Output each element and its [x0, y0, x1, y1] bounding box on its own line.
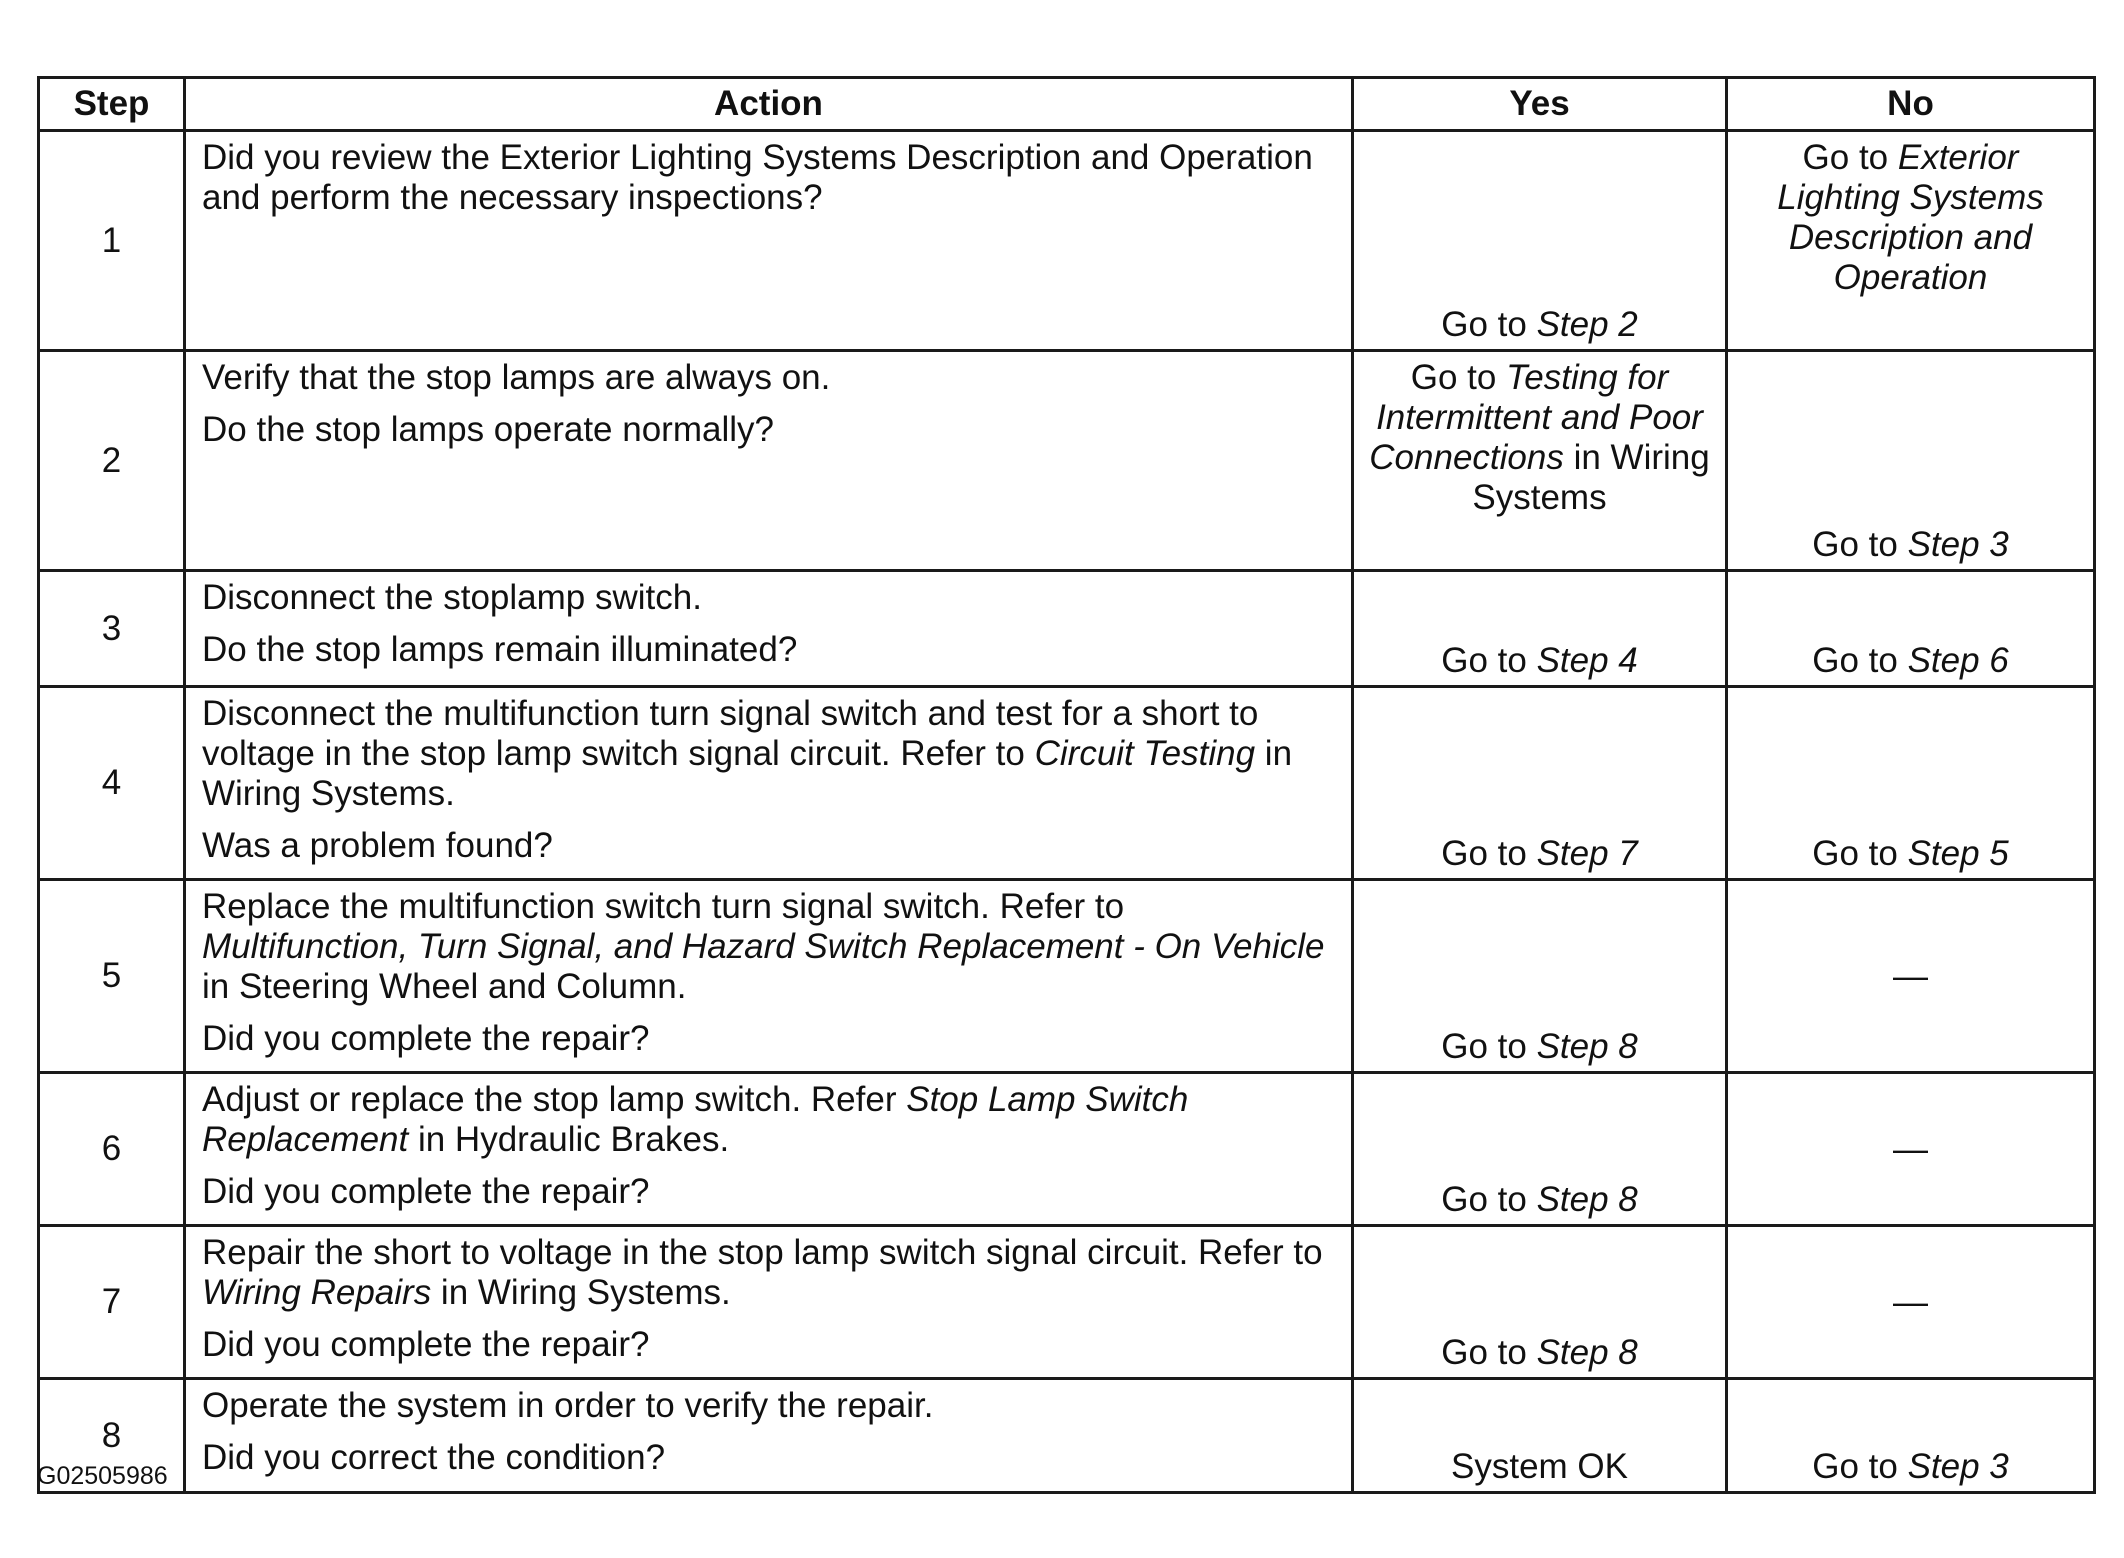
yes-outcome-text [1441, 1180, 1638, 1220]
no-outcome-text [1812, 834, 2009, 874]
action-text: in Steering Wheel and Column. [202, 967, 687, 1006]
goto-reference-link[interactable]: Step 3 [1907, 525, 2009, 564]
no-action-dash: — [1893, 1130, 1928, 1169]
action-text: Did you complete the repair? [202, 1325, 650, 1364]
action-cell [185, 571, 1353, 687]
step-number: 5 [101, 956, 122, 995]
step-number: 2 [101, 440, 122, 480]
step-number: 4 [101, 763, 122, 802]
yes-cell [1353, 131, 1727, 351]
action-paragraph [202, 1325, 1337, 1365]
action-text: Did you correct the condition? [202, 1438, 666, 1477]
table-row [39, 880, 2095, 1073]
no-cell [1727, 1073, 2095, 1226]
goto-reference-link[interactable]: Step 8 [1536, 1180, 1638, 1219]
table-header-row [39, 78, 2095, 131]
no-outcome-text [1812, 1447, 2009, 1487]
goto-reference-link[interactable]: Step 8 [1536, 1333, 1638, 1372]
yes-outcome [1354, 881, 1725, 1071]
goto-reference-link[interactable]: Step 5 [1907, 834, 2009, 873]
goto-reference-link[interactable]: Step 6 [1907, 641, 2009, 680]
action-paragraph [202, 1386, 1337, 1426]
step-number-cell [39, 571, 185, 687]
no-outcome [1728, 881, 2093, 1071]
goto-text: Go to [1441, 1180, 1537, 1219]
action-paragraph [202, 1172, 1337, 1212]
goto-text: Go to [1441, 1027, 1537, 1066]
action-text: Disconnect the stoplamp switch. [202, 578, 702, 617]
header-yes: Yes [1353, 78, 1727, 131]
action-text: Did you complete the repair? [202, 1019, 650, 1058]
no-outcome-text [1893, 957, 1928, 997]
table-row [39, 1379, 2095, 1493]
yes-outcome [1354, 352, 1725, 569]
action-reference-link[interactable]: Stop Lamp Switch Replacement [202, 1080, 1189, 1159]
goto-text: Go to [1812, 1447, 1908, 1486]
yes-outcome-text [1441, 834, 1638, 874]
action-paragraph [202, 1438, 1337, 1478]
action-text: Did you review the Exterior Lighting Systems Description and Operation and perform the necessary inspections? [202, 138, 1313, 217]
yes-outcome-text [1441, 1333, 1638, 1373]
goto-text: Go to [1441, 641, 1537, 680]
yes-outcome [1354, 1380, 1725, 1491]
step-number-cell [39, 1226, 185, 1379]
yes-outcome [1354, 1227, 1725, 1377]
action-paragraph [202, 138, 1337, 218]
yes-cell [1353, 1226, 1727, 1379]
yes-outcome [1354, 688, 1725, 878]
diagnostic-table [37, 76, 2096, 1494]
no-cell [1727, 571, 2095, 687]
action-paragraph [202, 1019, 1337, 1059]
yes-cell [1353, 687, 1727, 880]
no-cell [1727, 351, 2095, 571]
action-reference-link[interactable]: Multifunction, Turn Signal, and Hazard Switch Replacement - On Vehicle [202, 927, 1325, 966]
action-paragraph [202, 1080, 1337, 1160]
step-number: 7 [101, 1282, 122, 1321]
no-cell [1727, 687, 2095, 880]
action-text: Verify that the stop lamps are always on. [202, 358, 831, 397]
goto-reference-link[interactable]: Step 2 [1536, 305, 1638, 344]
goto-text: Go to [1812, 641, 1908, 680]
yes-outcome [1354, 572, 1725, 685]
goto-reference-link[interactable]: Exterior Lighting Systems Description and Operation [1777, 138, 2044, 297]
yes-cell [1353, 351, 1727, 571]
action-paragraph [202, 694, 1337, 814]
no-outcome-text [1740, 138, 2081, 298]
header-action: Action [185, 78, 1353, 131]
action-reference-link[interactable]: Wiring Repairs [202, 1273, 432, 1312]
action-paragraph [202, 826, 1337, 866]
yes-cell [1353, 1073, 1727, 1226]
no-cell [1727, 880, 2095, 1073]
step-number: 3 [101, 608, 122, 648]
step-number: 8 [101, 1415, 122, 1455]
action-text: Do the stop lamps remain illuminated? [202, 630, 798, 669]
action-text: in Wiring Systems. [431, 1273, 731, 1312]
action-cell [185, 131, 1353, 351]
action-text: Operate the system in order to verify the repair. [202, 1386, 934, 1425]
yes-cell [1353, 880, 1727, 1073]
goto-text: Go to [1441, 1333, 1537, 1372]
step-number: 6 [101, 1129, 122, 1168]
no-action-dash: — [1893, 957, 1928, 996]
goto-text: Go to [1812, 525, 1908, 564]
no-outcome [1728, 1380, 2093, 1491]
goto-text: Go to [1812, 834, 1908, 873]
no-outcome [1728, 132, 2093, 349]
action-cell [185, 880, 1353, 1073]
yes-outcome-text [1451, 1447, 1628, 1487]
action-reference-link[interactable]: Circuit Testing [1034, 734, 1256, 773]
goto-reference-link[interactable]: Testing for Intermittent and Poor Connections [1369, 358, 1703, 477]
action-paragraph [202, 887, 1337, 1007]
action-paragraph [202, 630, 1337, 670]
action-cell [185, 351, 1353, 571]
action-text: Repair the short to voltage in the stop lamp switch signal circuit. Refer to [202, 1233, 1323, 1272]
yes-cell [1353, 571, 1727, 687]
table-row [39, 351, 2095, 571]
no-cell [1727, 1226, 2095, 1379]
step-number: 1 [101, 220, 122, 260]
step-number-cell [39, 880, 185, 1073]
goto-text: Go to [1410, 358, 1507, 397]
action-paragraph [202, 358, 1337, 398]
no-cell [1727, 131, 2095, 351]
goto-text: Go to [1441, 305, 1537, 344]
action-paragraph [202, 1233, 1337, 1313]
goto-reference-link[interactable]: Step 3 [1907, 1447, 2009, 1486]
no-outcome [1728, 1227, 2093, 1377]
no-outcome-text [1812, 641, 2009, 681]
no-outcome [1728, 352, 2093, 569]
action-cell [185, 1379, 1353, 1493]
action-paragraph [202, 578, 1337, 618]
no-cell [1727, 1379, 2095, 1493]
step-number-cell [39, 131, 185, 351]
yes-cell [1353, 1379, 1727, 1493]
no-outcome [1728, 572, 2093, 685]
outcome-status-text: System OK [1451, 1447, 1628, 1486]
action-cell [185, 1226, 1353, 1379]
goto-reference-link[interactable]: Step 4 [1536, 641, 1638, 680]
goto-reference-link[interactable]: Step 7 [1536, 834, 1638, 873]
goto-reference-link[interactable]: Step 8 [1536, 1027, 1638, 1066]
yes-outcome [1354, 132, 1725, 349]
action-cell [185, 1073, 1353, 1226]
step-number-cell [39, 687, 185, 880]
yes-outcome [1354, 1074, 1725, 1224]
no-outcome-text [1812, 525, 2009, 565]
yes-outcome-text [1366, 358, 1713, 518]
table-row [39, 687, 2095, 880]
goto-suffix-text: in Wiring Systems [1472, 438, 1710, 517]
figure-id: G02505986 [37, 1462, 168, 1490]
goto-text: Go to [1441, 834, 1537, 873]
action-paragraph [202, 410, 1337, 450]
table-row [39, 1073, 2095, 1226]
action-text: in Hydraulic Brakes. [408, 1120, 730, 1159]
action-text: Do the stop lamps operate normally? [202, 410, 774, 449]
action-cell [185, 687, 1353, 880]
action-text: Was a problem found? [202, 826, 553, 865]
goto-text: Go to [1802, 138, 1898, 177]
step-number-cell [39, 1073, 185, 1226]
action-text: Replace the multifunction switch turn signal switch. Refer to [202, 887, 1125, 926]
table-body [39, 131, 2095, 1493]
no-action-dash: — [1893, 1283, 1928, 1322]
no-outcome [1728, 1074, 2093, 1224]
table-row [39, 131, 2095, 351]
table-row [39, 571, 2095, 687]
action-text: Did you complete the repair? [202, 1172, 650, 1211]
action-text: in Wiring Systems. [202, 734, 1293, 813]
step-number-cell [39, 351, 185, 571]
action-text: Adjust or replace the stop lamp switch. Refer [202, 1080, 907, 1119]
action-text: Disconnect the multifunction turn signal switch and test for a short to voltage in the stop lamp switch signal circuit. Refer to [202, 694, 1259, 773]
no-outcome-text [1893, 1130, 1928, 1170]
no-outcome [1728, 688, 2093, 878]
header-step: Step [39, 78, 185, 131]
header-no: No [1727, 78, 2095, 131]
no-outcome-text [1893, 1283, 1928, 1323]
yes-outcome-text [1441, 1027, 1638, 1067]
table-row [39, 1226, 2095, 1379]
yes-outcome-text [1441, 305, 1638, 345]
yes-outcome-text [1441, 641, 1638, 681]
